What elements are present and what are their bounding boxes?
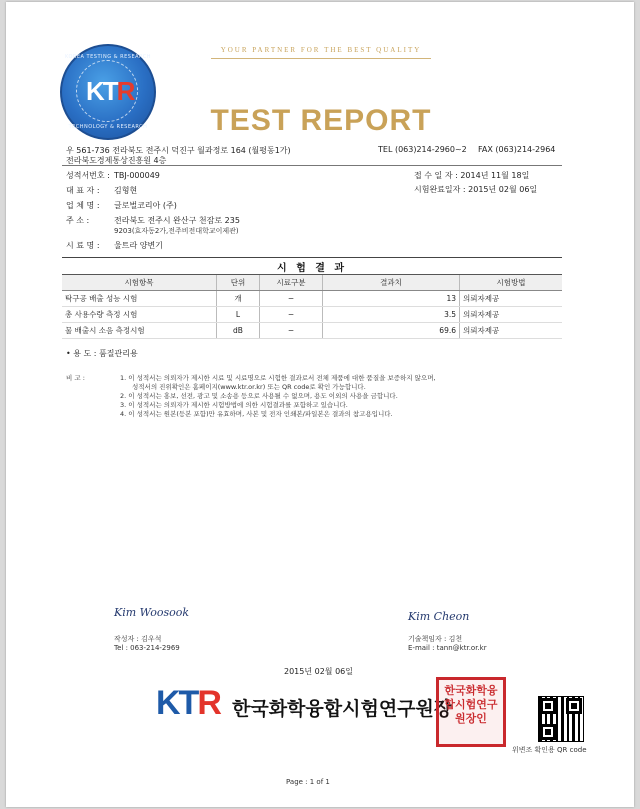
company-label: 업 체 명 : [66,201,100,210]
cell-result: 3.5 [323,307,460,323]
author-role: 작성자 : 김우석 [114,635,162,643]
address-row [66,215,240,226]
seal-ring-bottom-text: TECHNOLOGY & RESEARCH [68,124,148,130]
remark-item: 1. 이 성적서는 의뢰자가 제시한 시료 및 시료명으로 시험한 결과로서 전체 제품에 대한 품질을 보증하지 않으며, [120,374,436,382]
report-number-label: 성적서번호 : [66,171,110,180]
sample-label: 시 료 명 : [66,241,100,250]
qr-code[interactable] [538,696,584,742]
report-number-row [66,170,160,181]
results-divider [62,257,562,258]
ktr-seal-logo [60,44,156,140]
cell-sample-type: − [260,307,323,323]
cell-test-item: 물 배출시 소음 측정시험 [62,323,217,339]
remark-item: 성적서의 진위확인은 홈페이지(www.ktr.or.kr) 또는 QR code로 확인 가능합니다. [132,383,366,391]
seal-ktr-mark [86,76,133,107]
remark-item: 3. 이 성적서는 의뢰자가 제시한 시험방법에 의한 시험결과를 포함하고 있습니다. [120,401,348,409]
tagline: YOUR PARTNER FOR THE BEST QUALITY [220,46,422,54]
official-stamp [436,677,506,747]
ktr-logo-main: KT [156,684,198,722]
purpose-line: • 용 도 : 품질관리용 [66,349,138,358]
results-table [62,274,562,339]
received-date-row [414,170,529,181]
completed-date: 2015년 02월 06일 [468,185,538,194]
test-report-page [6,2,634,807]
table-row [62,291,562,307]
stamp-text: 한국화학융합시험연구원장인 [444,684,498,725]
cell-sample-type: − [260,323,323,339]
issue-date: 2015년 02월 06일 [284,667,353,676]
issuer-address-line2: 전라북도경제통상진흥원 4층 [66,156,167,165]
remark-item: 2. 이 성적서는 홍보, 선전, 광고 및 소송용 등으로 사용될 수 없으며, 용도 이외의 사용을 금합니다. [120,392,398,400]
institute-name: 한국화학융합시험연구원장 [232,698,453,720]
table-row [62,323,562,339]
tech-manager-role: 기술책임자 : 김천 [408,635,463,643]
address-divider [62,165,562,166]
cell-result: 69.6 [323,323,460,339]
ceo-label: 대 표 자 : [66,186,100,195]
cell-sample-type: − [260,291,323,307]
results-title: 시 험 결 과 [276,263,348,274]
ceo-row [66,185,137,196]
cell-unit: L [217,307,260,323]
cell-test-method: 의뢰자제공 [460,291,563,307]
results-header-row [62,275,562,291]
col-test-method: 시험방법 [460,275,563,291]
col-test-item: 시험항목 [62,275,217,291]
remark-item: 4. 이 성적서는 원본(등본 포함)만 유효하며, 사본 및 전자 인쇄본/파일본은 결과의 참고용입니다. [120,410,393,418]
cell-result: 13 [323,291,460,307]
company-name: 글로벌코리아 (주) [114,201,177,210]
completed-date-label: 시험완료일자 : [414,185,466,194]
cell-test-item: 탁구공 배출 성능 시험 [62,291,217,307]
ktr-logo [156,684,220,723]
received-date-label: 접 수 일 자 : [414,171,458,180]
seal-logo-main: KT [86,76,117,106]
received-date: 2014년 11월 18일 [460,171,530,180]
sample-name: 울트라 양변기 [114,241,163,250]
issuer-fax: FAX (063)214-2964 [478,145,556,154]
cell-test-method: 의뢰자제공 [460,323,563,339]
cell-unit: dB [217,323,260,339]
qr-finder-top-left [540,698,556,714]
qr-caption: 위변조 확인용 QR code [512,746,587,754]
remarks-block [66,374,586,419]
completed-date-row [414,184,537,195]
company-row [66,200,177,211]
issuer-tel: TEL (063)214-2960~2 [378,145,467,154]
qr-finder-bottom-left [540,724,556,740]
col-result: 결과치 [323,275,460,291]
remarks-label: 비 고 : [66,374,85,382]
tech-manager-signature: Kim Cheon [408,610,470,623]
sample-row [66,240,163,251]
report-number: TBJ-000049 [114,171,160,180]
col-sample-type: 시료구분 [260,275,323,291]
cell-test-item: 총 사용수량 측정 시험 [62,307,217,323]
table-row [62,307,562,323]
address-label: 주 소 : [66,216,90,225]
tech-manager-email: E-mail : tann@ktr.or.kr [408,644,487,652]
ktr-logo-accent: R [197,684,220,722]
cell-unit: 개 [217,291,260,307]
seal-logo-accent: R [116,76,134,106]
ceo-name: 김형현 [114,186,138,195]
page-number: Page : 1 of 1 [286,778,330,786]
author-signature: Kim Woosook [114,606,190,619]
issuer-address-line1: 우 561-736 전라북도 전주시 덕진구 월과정로 164 (월평동1가) [66,146,291,155]
author-tel: Tel : 063-214-2969 [114,644,180,652]
seal-ring-top-text: KOREA TESTING & RESEARCH [64,54,152,60]
tagline-divider [211,58,431,59]
address-line2: 9203(효자동2가,전주비전대학교이제관) [114,227,239,235]
report-title: TEST REPORT [210,104,432,137]
address-line1: 전라북도 전주시 완산구 천잠로 235 [114,216,240,225]
col-unit: 단위 [217,275,260,291]
cell-test-method: 의뢰자제공 [460,307,563,323]
qr-finder-top-right [566,698,582,714]
